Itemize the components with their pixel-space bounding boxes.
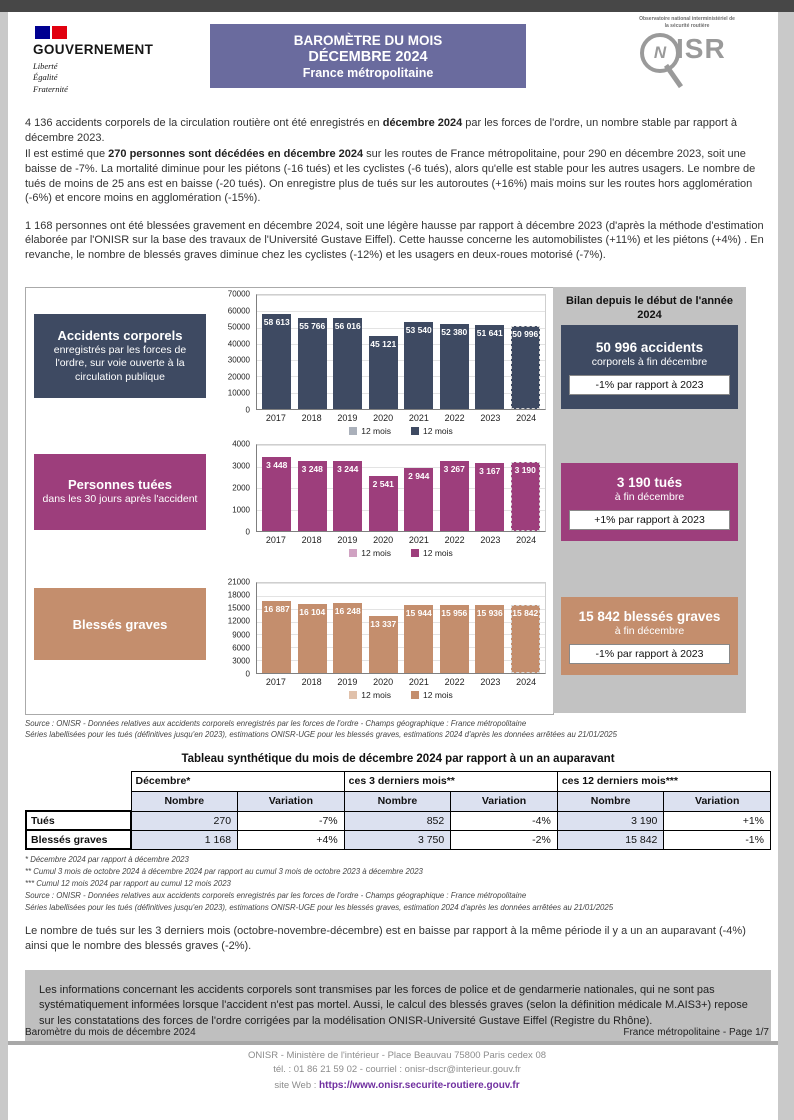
chart-label-blesses: Blessés graves [34,588,206,660]
charts-frame [25,287,554,715]
bar-personnes-tuees-2017: 3 448 [262,457,291,531]
intro-paragraph-1: 4 136 accidents corporels de la circulation routière ont été enregistrés en décembre 2024 par les forces de l'ordre, un nombre stable par rapport à décembre 2023. [25,117,738,144]
viewer-right-edge [778,12,794,1120]
title-banner [210,24,526,88]
bar-accidents-corporels-2020: 45 121 [369,336,398,409]
lower-section [25,718,771,1042]
french-flag-icon [35,26,183,39]
gouvernement-wordmark: GOUVERNEMENT [33,42,154,57]
viewer-top-edge [0,0,794,12]
bar-accidents-corporels-2022: 52 380 [440,324,469,409]
footer-address: ONISR - Ministère de l'intérieur - Place Beauvau 75800 Paris cedex 08 [247,1050,547,1061]
tues-bar-chart: 4000 3000 2000 1000 0 3 448 3 248 3 244 2 541 2 944 3 267 3 167 3 190 2017 2018 2019 2020 2021 2022 2023 2024 12 mois 12 mois [212,444,546,558]
chart-label-tues: Personnes tuées dans les 30 jours après l'accident [34,454,206,530]
gov-motto: Liberté Égalité Fraternité [33,61,68,94]
bar-accidents-corporels-2017: 58 613 [262,314,291,409]
bilan-title: Bilan depuis le début de l'année 2024 [565,295,734,322]
bar-blesses-graves-2024: 15 842 [511,605,540,673]
bilan-blesses-box: 15 842 blessés graves à fin décembre -1% par rapport à 2023 [561,597,738,675]
footnote-line: ** Cumul 3 mois de octobre 2024 à décembre 2024 par rapport au cumul 3 mois de octobre 2023 à décembre 2023 [25,867,423,877]
footer-contact: tél. : 01 86 21 59 02 - courriel : onisr-dscr@interieur.gouv.fr [273,1064,521,1076]
intro-paragraph-3: 1 168 personnes ont été blessées gravement en décembre 2024, soit une légère hausse par rapport à décembre 2023 (d'après la méthode d'estimation élaborée par l'ONISR sur la base des travaux de l'Université Gustave Eiffel). Cette hausse concerne les automobilistes (+11%) et les piétons (+4%) . En revanche, le nombre de blessés graves diminue chez les cyclistes (-12%) et les usagers en deux-roues motorisé (-7%). [25,219,764,261]
bar-personnes-tuees-2021: 2 944 [404,468,433,531]
bilan-panel [553,287,746,713]
bar-blesses-graves-2022: 15 956 [440,605,469,673]
gouvernement-logo [33,26,183,95]
bar-personnes-tuees-2024: 3 190 [511,462,540,531]
footer-website-line: site Web : https://www.onisr.securite-routiere.gouv.fr [274,1079,520,1091]
bar-blesses-graves-2019: 16 248 [333,603,362,673]
footer-row [25,1027,769,1038]
chart-legend: 12 mois 12 mois [256,426,546,436]
info-box: Les informations concernant les accidents corporels sont transmises par les forces de police et de gendarmerie nationales, qui ne sont pas systématiquement informées lorsque l'accident n'est pas mortel. Aussi, le calcul des blessés graves (selon la définition médicale M.AIS3+) repose sur les constatations des forces de l'ordre corrigées par la modélisation ONISR-Université Gustave Eiffel (Registre du Rhône). [25,970,771,1042]
bar-blesses-graves-2018: 16 104 [298,604,327,673]
bilan-accidents-delta: -1% par rapport à 2023 [569,375,730,395]
onisr-magnifier-icon: N ISR [628,31,746,87]
table-row: Blessés graves 1 168 +4% 3 750 -2% 15 842 -1% [26,830,771,849]
footer-doc-title: Baromètre du mois de décembre 2024 [25,1027,196,1038]
footnote-line: *** Cumul 12 mois 2024 par rapport au cumul 12 mois 2023 [25,879,231,889]
bar-accidents-corporels-2024: 50 996 [511,326,540,409]
bar-personnes-tuees-2018: 3 248 [298,461,327,531]
footer-rule [8,1041,778,1045]
chart-legend: 12 mois 12 mois [256,548,546,558]
onisr-caption: Observatoire national interministériel de la sécurité routière [639,16,735,29]
intro-paragraph-2: Il est estimé que 270 personnes sont décédées en décembre 2024 sur les routes de France métropolitaine, pour 290 en décembre 2023, soit une baisse de -7%. La mortalité diminue pour les piétons (-16 tués) et les cyclistes (-6 tués), alors qu'elle est stable pour les autres usagers. Le nombre de tués de moins de 25 ans est en baisse (-20 tués). On enregistre plus de tués sur les autoroutes (+16%) mais moins sur les routes hors agglomération (-6%) et encore moins en agglomération (-15%). [25,148,756,205]
bar-accidents-corporels-2021: 53 540 [404,322,433,409]
summary-table: Décembre* ces 3 derniers mois** ces 12 derniers mois*** Nombre Variation Nombre Variation Nombre Variation Tués 270 -7% 852 -4% 3 190 +1% Blessés graves 1 168 +4% 3 750 -2% 15 842 -1% [25,771,771,851]
footnote-line: Source : ONISR - Données relatives aux accidents corporels enregistrés par les forces de l'ordre - Champs géographique : France métropolitaine [25,891,527,901]
footnote-line: * Décembre 2024 par rapport à décembre 2023 [25,855,189,865]
bar-personnes-tuees-2019: 3 244 [333,461,362,531]
footer-page-indicator: France métropolitaine - Page 1/7 [623,1027,769,1038]
banner-line-2: DÉCEMBRE 2024 [308,48,428,65]
table-row: Tués 270 -7% 852 -4% 3 190 +1% [26,811,771,830]
accidents-bar-chart: 70000 60000 50000 40000 30000 20000 10000 0 58 613 55 766 56 016 45 121 53 540 52 380 51 641 50 996 2017 2018 2019 2020 2021 2022 2023 2024 12 mois 12 mois [212,294,546,436]
intro-text [25,116,773,265]
bar-blesses-graves-2021: 15 944 [404,605,433,673]
chart-source-note: Source : ONISR - Données relatives aux accidents corporels enregistrés par les forces de l'ordre - Champs géographique : France métropolitaine Séries labellisées pour les tués (définitives jusqu'en 2023), estimations ONISR-UGE pour les blessés graves, estimations 2024 d'après les données arrêtées au 21/01/2025 [25,719,617,740]
onisr-logo [628,16,746,87]
chart-label-accidents: Accidents corporels enregistrés par les forces de l'ordre, sur voie ouverte à la circulation publique [34,314,206,398]
banner-line-3: France métropolitaine [302,65,434,80]
bar-accidents-corporels-2023: 51 641 [475,325,504,409]
chart-legend: 12 mois 12 mois [256,690,546,700]
bar-accidents-corporels-2018: 55 766 [298,318,327,409]
bar-blesses-graves-2023: 15 936 [475,605,504,673]
bar-blesses-graves-2017: 16 887 [262,601,291,673]
bar-personnes-tuees-2023: 3 167 [475,463,504,531]
bar-accidents-corporels-2019: 56 016 [333,318,362,409]
footer-contact-block [0,1049,794,1093]
banner-line-1: BAROMÈTRE DU MOIS [293,32,443,48]
bar-personnes-tuees-2020: 2 541 [369,476,398,531]
footnote-line: Séries labellisées pour les tués (définitives jusqu'en 2023), estimations ONISR-UGE pour les blessés graves, estimation 2024 d'après les données arrêtées au 21/01/2025 [25,903,614,913]
bilan-tues-delta: +1% par rapport à 2023 [569,510,730,530]
blesses-bar-chart: 21000 18000 15000 12000 9000 6000 3000 0 16 887 16 104 16 248 13 337 15 944 15 956 15 936 15 842 2017 2018 2019 2020 2021 2022 2023 2024 12 mois 12 mois [212,582,546,700]
bilan-accidents-box: 50 996 accidents corporels à fin décembre -1% par rapport à 2023 [561,325,738,409]
bar-personnes-tuees-2022: 3 267 [440,461,469,531]
onisr-website-link[interactable]: https://www.onisr.securite-routiere.gouv.fr [319,1079,520,1091]
table-footnotes [25,854,771,914]
bar-blesses-graves-2020: 13 337 [369,616,398,673]
bilan-tues-box: 3 190 tués à fin décembre +1% par rapport à 2023 [561,463,738,541]
viewer-left-edge [0,12,8,1120]
bilan-blesses-delta: -1% par rapport à 2023 [569,644,730,664]
analysis-paragraph: Le nombre de tués sur les 3 derniers mois (octobre-novembre-décembre) est en baisse par rapport à la même période il y a un an auparavant (-4%) ainsi que le nombre des blessés graves (-2%). [25,925,746,953]
table-title: Tableau synthétique du mois de décembre 2024 par rapport à un an auparavant [181,752,615,765]
